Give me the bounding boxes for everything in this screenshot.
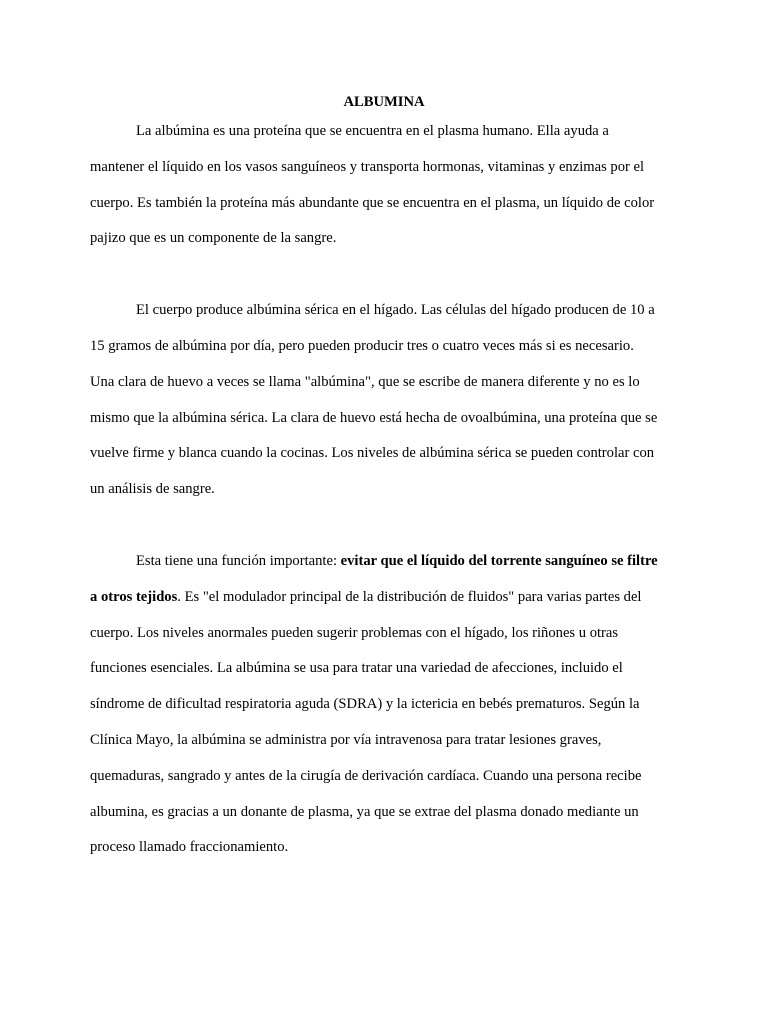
- paragraph-line: 15 gramos de albúmina por día, pero pueden producir tres o cuatro veces más si es necesario.: [90, 337, 634, 354]
- paragraph-line: Clínica Mayo, la albúmina se administra por vía intravenosa para tratar lesiones graves,: [90, 731, 602, 748]
- paragraph-line: un análisis de sangre.: [90, 481, 215, 498]
- paragraph-spacer: [90, 508, 678, 544]
- paragraph-line: síndrome de dificultad respiratoria aguda (SDRA) y la ictericia en bebés prematuros. Según la: [90, 696, 640, 713]
- document-title: ALBUMINA: [343, 94, 425, 110]
- paragraph-line: vuelve firme y blanca cuando la cocinas. Los niveles de albúmina sérica se pueden controlar con: [90, 445, 655, 462]
- paragraph-line: funciones esenciales. La albúmina se usa para tratar una variedad de afecciones, incluido el: [90, 660, 623, 677]
- paragraph-text: Esta tiene una función importante:: [136, 552, 341, 569]
- paragraph-2: [90, 293, 678, 508]
- paragraph-line: La albúmina es una proteína que se encuentra en el plasma humano. Ella ayuda a: [136, 123, 609, 139]
- emphasis-text: evitar que el líquido del torrente sanguíneo se filtre: [340, 552, 658, 569]
- paragraph-line: pajizo que es un componente de la sangre.: [90, 230, 337, 247]
- paragraph-line: [90, 544, 678, 580]
- document-page: [90, 92, 678, 866]
- paragraph-text: . Es "el modulador principal de la distribución de fluidos" para varias partes del: [177, 588, 642, 605]
- paragraph-line: mantener el líquido en los vasos sanguíneos y transporta hormonas, vitaminas y enzimas por el: [90, 158, 645, 175]
- paragraph-line: El cuerpo produce albúmina sérica en el hígado. Las células del hígado producen de 10 a: [136, 302, 655, 319]
- paragraph-1: [90, 114, 678, 257]
- emphasis-text: a otros tejidos: [90, 588, 178, 605]
- paragraph-line: quemaduras, sangrado y antes de la cirugía de derivación cardíaca. Cuando una persona recibe: [90, 767, 642, 784]
- paragraph-line: Una clara de huevo a veces se llama "albúmina", que se escribe de manera diferente y no es lo: [90, 373, 640, 390]
- paragraph-line: [90, 580, 678, 616]
- paragraph-line: cuerpo. Es también la proteína más abundante que se encuentra en el plasma, un líquido de color: [90, 194, 655, 211]
- paragraph-line: proceso llamado fraccionamiento.: [90, 839, 289, 856]
- paragraph-line: albumina, es gracias a un donante de plasma, ya que se extrae del plasma donado mediante un: [90, 803, 639, 820]
- paragraph-line: mismo que la albúmina sérica. La clara de huevo está hecha de ovoalbúmina, una proteína que se: [90, 409, 658, 426]
- paragraph-spacer: [90, 257, 678, 293]
- paragraph-line: cuerpo. Los niveles anormales pueden sugerir problemas con el hígado, los riñones u otras: [90, 624, 619, 641]
- paragraph-3: [90, 544, 678, 866]
